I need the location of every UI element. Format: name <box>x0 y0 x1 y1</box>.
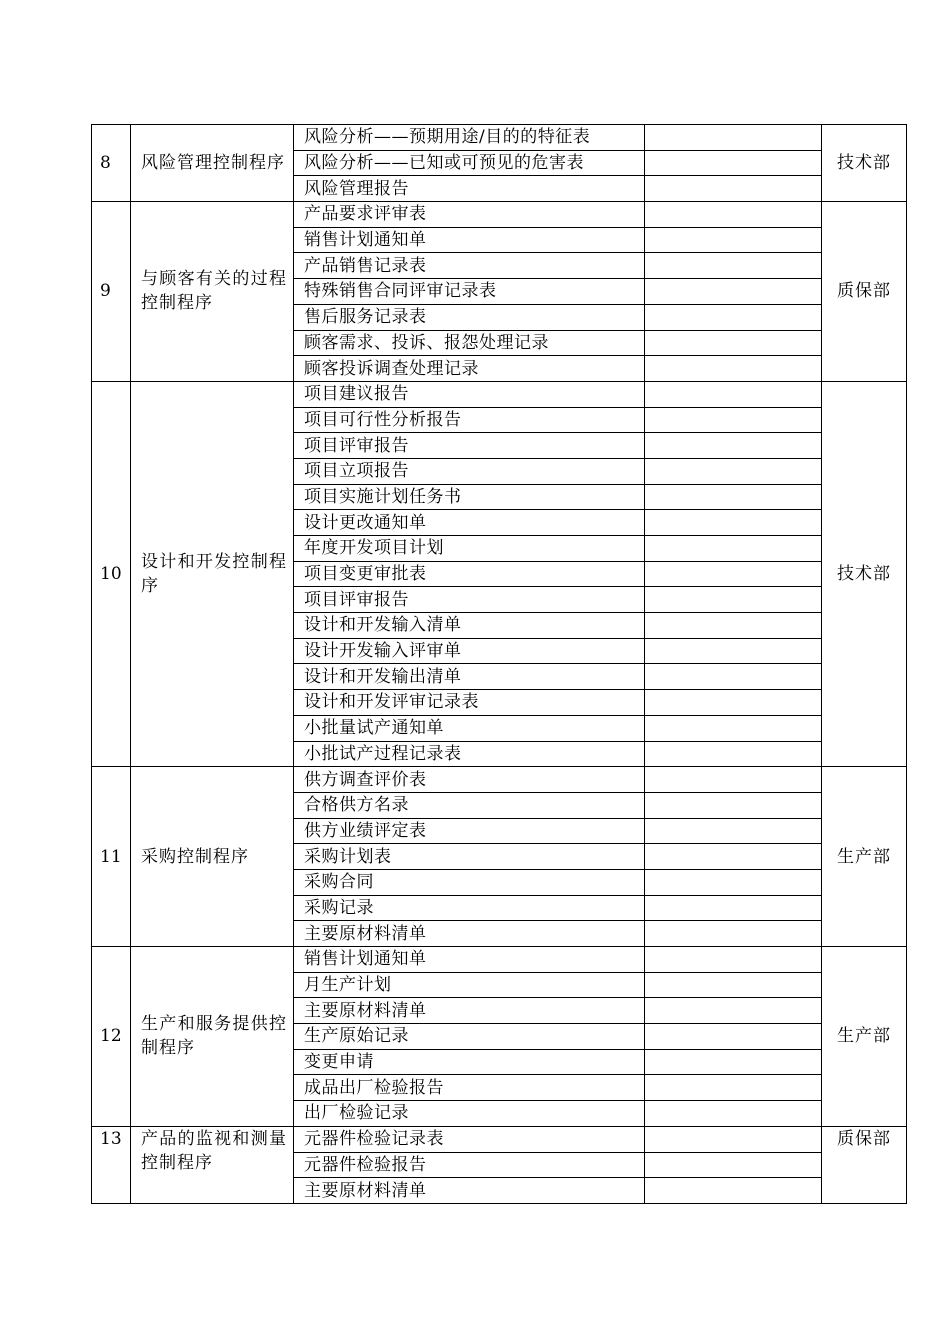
record-name: 合格供方名录 <box>294 792 645 818</box>
blank-cell <box>645 1152 822 1178</box>
record-name: 元器件检验报告 <box>294 1152 645 1178</box>
blank-cell <box>645 176 822 202</box>
blank-cell <box>645 458 822 484</box>
blank-cell <box>645 330 822 356</box>
blank-cell <box>645 125 822 151</box>
record-name: 产品销售记录表 <box>294 253 645 279</box>
blank-cell <box>645 895 822 921</box>
blank-cell <box>645 381 822 407</box>
record-name: 供方业绩评定表 <box>294 818 645 844</box>
record-name: 项目变更审批表 <box>294 561 645 587</box>
record-name: 采购计划表 <box>294 844 645 870</box>
blank-cell <box>645 869 822 895</box>
blank-cell <box>645 1101 822 1127</box>
record-name: 项目立项报告 <box>294 458 645 484</box>
row-number: 12 <box>92 947 131 1127</box>
blank-cell <box>645 407 822 433</box>
record-name: 元器件检验记录表 <box>294 1126 645 1152</box>
blank-cell <box>645 1049 822 1075</box>
blank-cell <box>645 715 822 741</box>
row-number: 8 <box>92 125 131 202</box>
blank-cell <box>645 1178 822 1204</box>
row-number: 10 <box>92 381 131 766</box>
record-name: 风险分析——预期用途/目的的特征表 <box>294 125 645 151</box>
record-name: 风险分析——已知或可预见的危害表 <box>294 150 645 176</box>
blank-cell <box>645 1126 822 1152</box>
table-row <box>92 125 907 151</box>
blank-cell <box>645 227 822 253</box>
table-row <box>92 767 907 793</box>
blank-cell <box>645 792 822 818</box>
blank-cell <box>645 1075 822 1101</box>
procedure-name: 风险管理控制程序 <box>131 125 294 202</box>
blank-cell <box>645 433 822 459</box>
blank-cell <box>645 150 822 176</box>
table-row <box>92 1126 907 1152</box>
record-name: 设计和开发评审记录表 <box>294 690 645 716</box>
blank-cell <box>645 638 822 664</box>
row-number: 9 <box>92 202 131 382</box>
department-name: 生产部 <box>822 767 907 947</box>
blank-cell <box>645 998 822 1024</box>
blank-cell <box>645 844 822 870</box>
blank-cell <box>645 484 822 510</box>
record-name: 年度开发项目计划 <box>294 536 645 562</box>
department-name: 质保部 <box>822 202 907 382</box>
blank-cell <box>645 741 822 767</box>
record-name: 销售计划通知单 <box>294 227 645 253</box>
blank-cell <box>645 587 822 613</box>
table-row <box>92 381 907 407</box>
record-name: 成品出厂检验报告 <box>294 1075 645 1101</box>
record-name: 顾客需求、投诉、报怨处理记录 <box>294 330 645 356</box>
record-name: 特殊销售合同评审记录表 <box>294 279 645 305</box>
row-number: 13 <box>92 1126 131 1203</box>
blank-cell <box>645 536 822 562</box>
blank-cell <box>645 202 822 228</box>
procedure-name: 产品的监视和测量控制程序 <box>131 1126 294 1203</box>
record-name: 项目评审报告 <box>294 433 645 459</box>
procedure-name: 与顾客有关的过程控制程序 <box>131 202 294 382</box>
blank-cell <box>645 356 822 382</box>
record-name: 设计开发输入评审单 <box>294 638 645 664</box>
record-name: 销售计划通知单 <box>294 947 645 973</box>
blank-cell <box>645 561 822 587</box>
record-name: 主要原材料清单 <box>294 921 645 947</box>
record-name: 小批量试产通知单 <box>294 715 645 741</box>
record-name: 采购合同 <box>294 869 645 895</box>
department-name: 生产部 <box>822 947 907 1127</box>
record-name: 月生产计划 <box>294 972 645 998</box>
blank-cell <box>645 1024 822 1050</box>
blank-cell <box>645 253 822 279</box>
record-name: 主要原材料清单 <box>294 1178 645 1204</box>
record-name: 小批试产过程记录表 <box>294 741 645 767</box>
record-name: 变更申请 <box>294 1049 645 1075</box>
blank-cell <box>645 613 822 639</box>
record-name: 项目可行性分析报告 <box>294 407 645 433</box>
record-name: 供方调查评价表 <box>294 767 645 793</box>
blank-cell <box>645 304 822 330</box>
record-name: 主要原材料清单 <box>294 998 645 1024</box>
department-name: 质保部 <box>822 1126 907 1203</box>
blank-cell <box>645 947 822 973</box>
blank-cell <box>645 921 822 947</box>
blank-cell <box>645 510 822 536</box>
blank-cell <box>645 664 822 690</box>
record-name: 生产原始记录 <box>294 1024 645 1050</box>
record-name: 设计和开发输出清单 <box>294 664 645 690</box>
record-name: 项目建议报告 <box>294 381 645 407</box>
table-row <box>92 202 907 228</box>
department-name: 技术部 <box>822 125 907 202</box>
records-table <box>91 124 907 1204</box>
record-name: 顾客投诉调查处理记录 <box>294 356 645 382</box>
record-name: 出厂检验记录 <box>294 1101 645 1127</box>
record-name: 设计更改通知单 <box>294 510 645 536</box>
blank-cell <box>645 690 822 716</box>
row-number: 11 <box>92 767 131 947</box>
records-table-body <box>92 125 907 1204</box>
blank-cell <box>645 972 822 998</box>
record-name: 设计和开发输入清单 <box>294 613 645 639</box>
record-name: 采购记录 <box>294 895 645 921</box>
procedure-name: 生产和服务提供控制程序 <box>131 947 294 1127</box>
record-name: 项目实施计划任务书 <box>294 484 645 510</box>
table-row <box>92 947 907 973</box>
blank-cell <box>645 767 822 793</box>
record-name: 风险管理报告 <box>294 176 645 202</box>
procedure-name: 设计和开发控制程序 <box>131 381 294 766</box>
record-name: 项目评审报告 <box>294 587 645 613</box>
department-name: 技术部 <box>822 381 907 766</box>
procedure-name: 采购控制程序 <box>131 767 294 947</box>
blank-cell <box>645 279 822 305</box>
blank-cell <box>645 818 822 844</box>
record-name: 产品要求评审表 <box>294 202 645 228</box>
record-name: 售后服务记录表 <box>294 304 645 330</box>
